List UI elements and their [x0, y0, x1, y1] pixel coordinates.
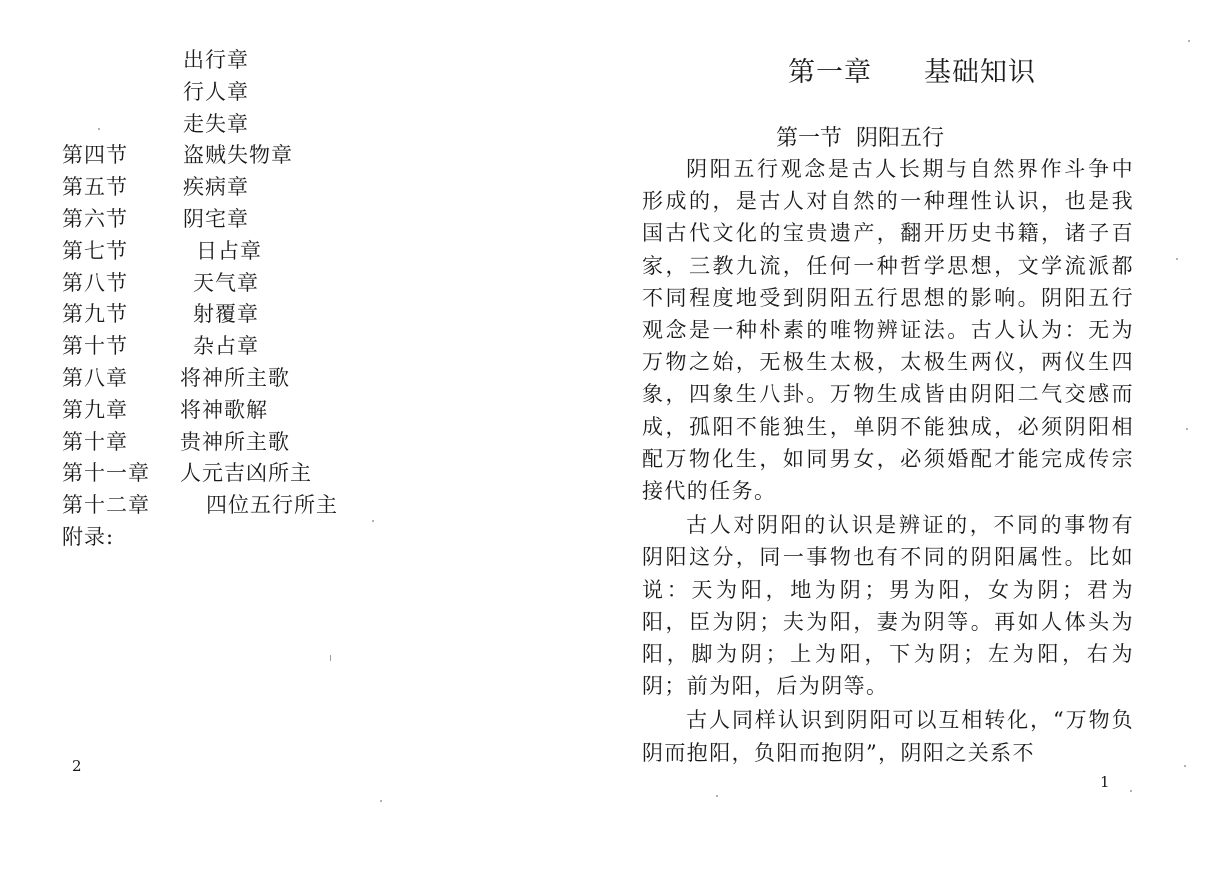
toc-entry	[0, 204, 600, 234]
scan-speck	[1188, 40, 1190, 42]
toc-entry	[0, 140, 600, 170]
toc-entry	[0, 395, 600, 425]
scan-speck	[380, 800, 382, 802]
right-page	[616, 0, 1232, 869]
paragraph: 阴阳五行观念是古人长期与自然界作斗争中形成的，是古人对自然的一种理性认识，也是我国古代文化的宝贵遗产，翻开历史书籍，诸子百家，三教九流，任何一种哲学思想，文学流派都不同程度地受到阴阳五行思想的影响。阴阳五行观念是一种朴素的唯物辨证法。古人认为：无为万物之始，无极生太极，太极生两仪，两仪生四象，四象生八卦。万物生成皆由阴阳二气交感而成，孤阳不能独生，单阴不能独成，必须阴阳相配万物化生，如同男女，必须婚配才能完成传宗接代的任务。	[642, 157, 1134, 504]
scan-speck	[1184, 765, 1186, 767]
chapter-title: 基础知识	[924, 57, 1036, 88]
scan-speck	[1186, 428, 1188, 430]
scan-speck	[372, 520, 374, 522]
toc-entry	[0, 522, 600, 552]
toc-entry-label: 第八节	[62, 270, 128, 295]
page-number-left: 2	[72, 757, 82, 775]
toc-entry-label: 第十节	[62, 334, 128, 359]
toc-entry-title: 射覆章	[193, 302, 259, 327]
toc-entry	[0, 490, 600, 520]
body-text	[642, 153, 1134, 769]
toc-entry-label: 第十章	[62, 429, 128, 454]
toc-entry	[0, 458, 600, 488]
paragraph: 古人同样认识到阴阳可以互相转化，“万物负阴而抱阳，负阳而抱阴”，阴阳之关系不	[642, 708, 1134, 765]
scan-speck	[716, 795, 718, 797]
section-title: 阴阳五行	[856, 126, 945, 151]
toc-entry	[0, 363, 600, 393]
toc-entry-label: 第四节	[62, 143, 128, 168]
toc-entry-title: 走失章	[183, 111, 249, 136]
toc-entry-title: 出行章	[183, 48, 249, 72]
toc-entry-title: 杂占章	[193, 334, 259, 359]
toc-entry	[0, 268, 600, 298]
toc-entry-title: 将神歌解	[180, 397, 268, 422]
toc-entry-title: 日占章	[196, 238, 262, 263]
toc-entry-title: 行人章	[183, 79, 249, 104]
toc-entry-title: 人元吉凶所主	[180, 461, 312, 486]
toc-entry-label: 第九节	[62, 302, 128, 327]
toc-entry	[0, 331, 600, 361]
scan-speck	[1130, 790, 1132, 792]
toc-entry	[0, 45, 600, 75]
paragraph: 古人对阴阳的认识是辨证的，不同的事物有阴阳这分，同一事物也有不同的阴阳属性。比如说：天为阳，地为阴；男为阳，女为阴；君为阳，臣为阴；夫为阳，妻为阴等。再如人体头为阳，脚为阴；上为阳，下为阴；左为阳，右为阴；前为阳，后为阴等。	[642, 513, 1134, 699]
chapter-label: 第一章	[788, 57, 872, 88]
toc-entry-title: 盗贼失物章	[183, 143, 293, 168]
toc-entry-title: 将神所主歌	[180, 366, 290, 390]
toc-entry-title: 四位五行所主	[206, 493, 338, 518]
toc-entry-label: 第八章	[62, 366, 128, 390]
scan-speck	[330, 655, 331, 661]
toc-entry	[0, 109, 600, 139]
scan-speck	[1176, 258, 1178, 260]
toc-entry-label: 第十一章	[62, 461, 150, 486]
toc-entry	[0, 299, 600, 329]
toc-entry-label: 附录:	[62, 525, 115, 549]
section-heading	[776, 121, 944, 152]
toc-entry-label: 第十二章	[62, 493, 150, 518]
toc-entry-title: 疾病章	[183, 175, 249, 200]
toc-entry-label: 第七节	[62, 238, 128, 263]
toc-entry	[0, 172, 600, 202]
toc-entry	[0, 427, 600, 457]
scan-speck	[98, 128, 100, 130]
toc-entry-title: 阴宅章	[183, 207, 249, 231]
chapter-heading	[788, 50, 1036, 89]
toc-entry	[0, 77, 600, 107]
section-label: 第一节	[776, 126, 843, 151]
toc-entry-label: 第九章	[62, 397, 128, 422]
toc-entry	[0, 236, 600, 266]
page-number-right: 1	[1100, 773, 1110, 791]
toc-entry-title: 贵神所主歌	[180, 429, 290, 454]
toc-entry-label: 第六节	[62, 207, 128, 231]
toc-entry-label: 第五节	[62, 175, 128, 200]
toc-entry-title: 天气章	[193, 270, 259, 295]
